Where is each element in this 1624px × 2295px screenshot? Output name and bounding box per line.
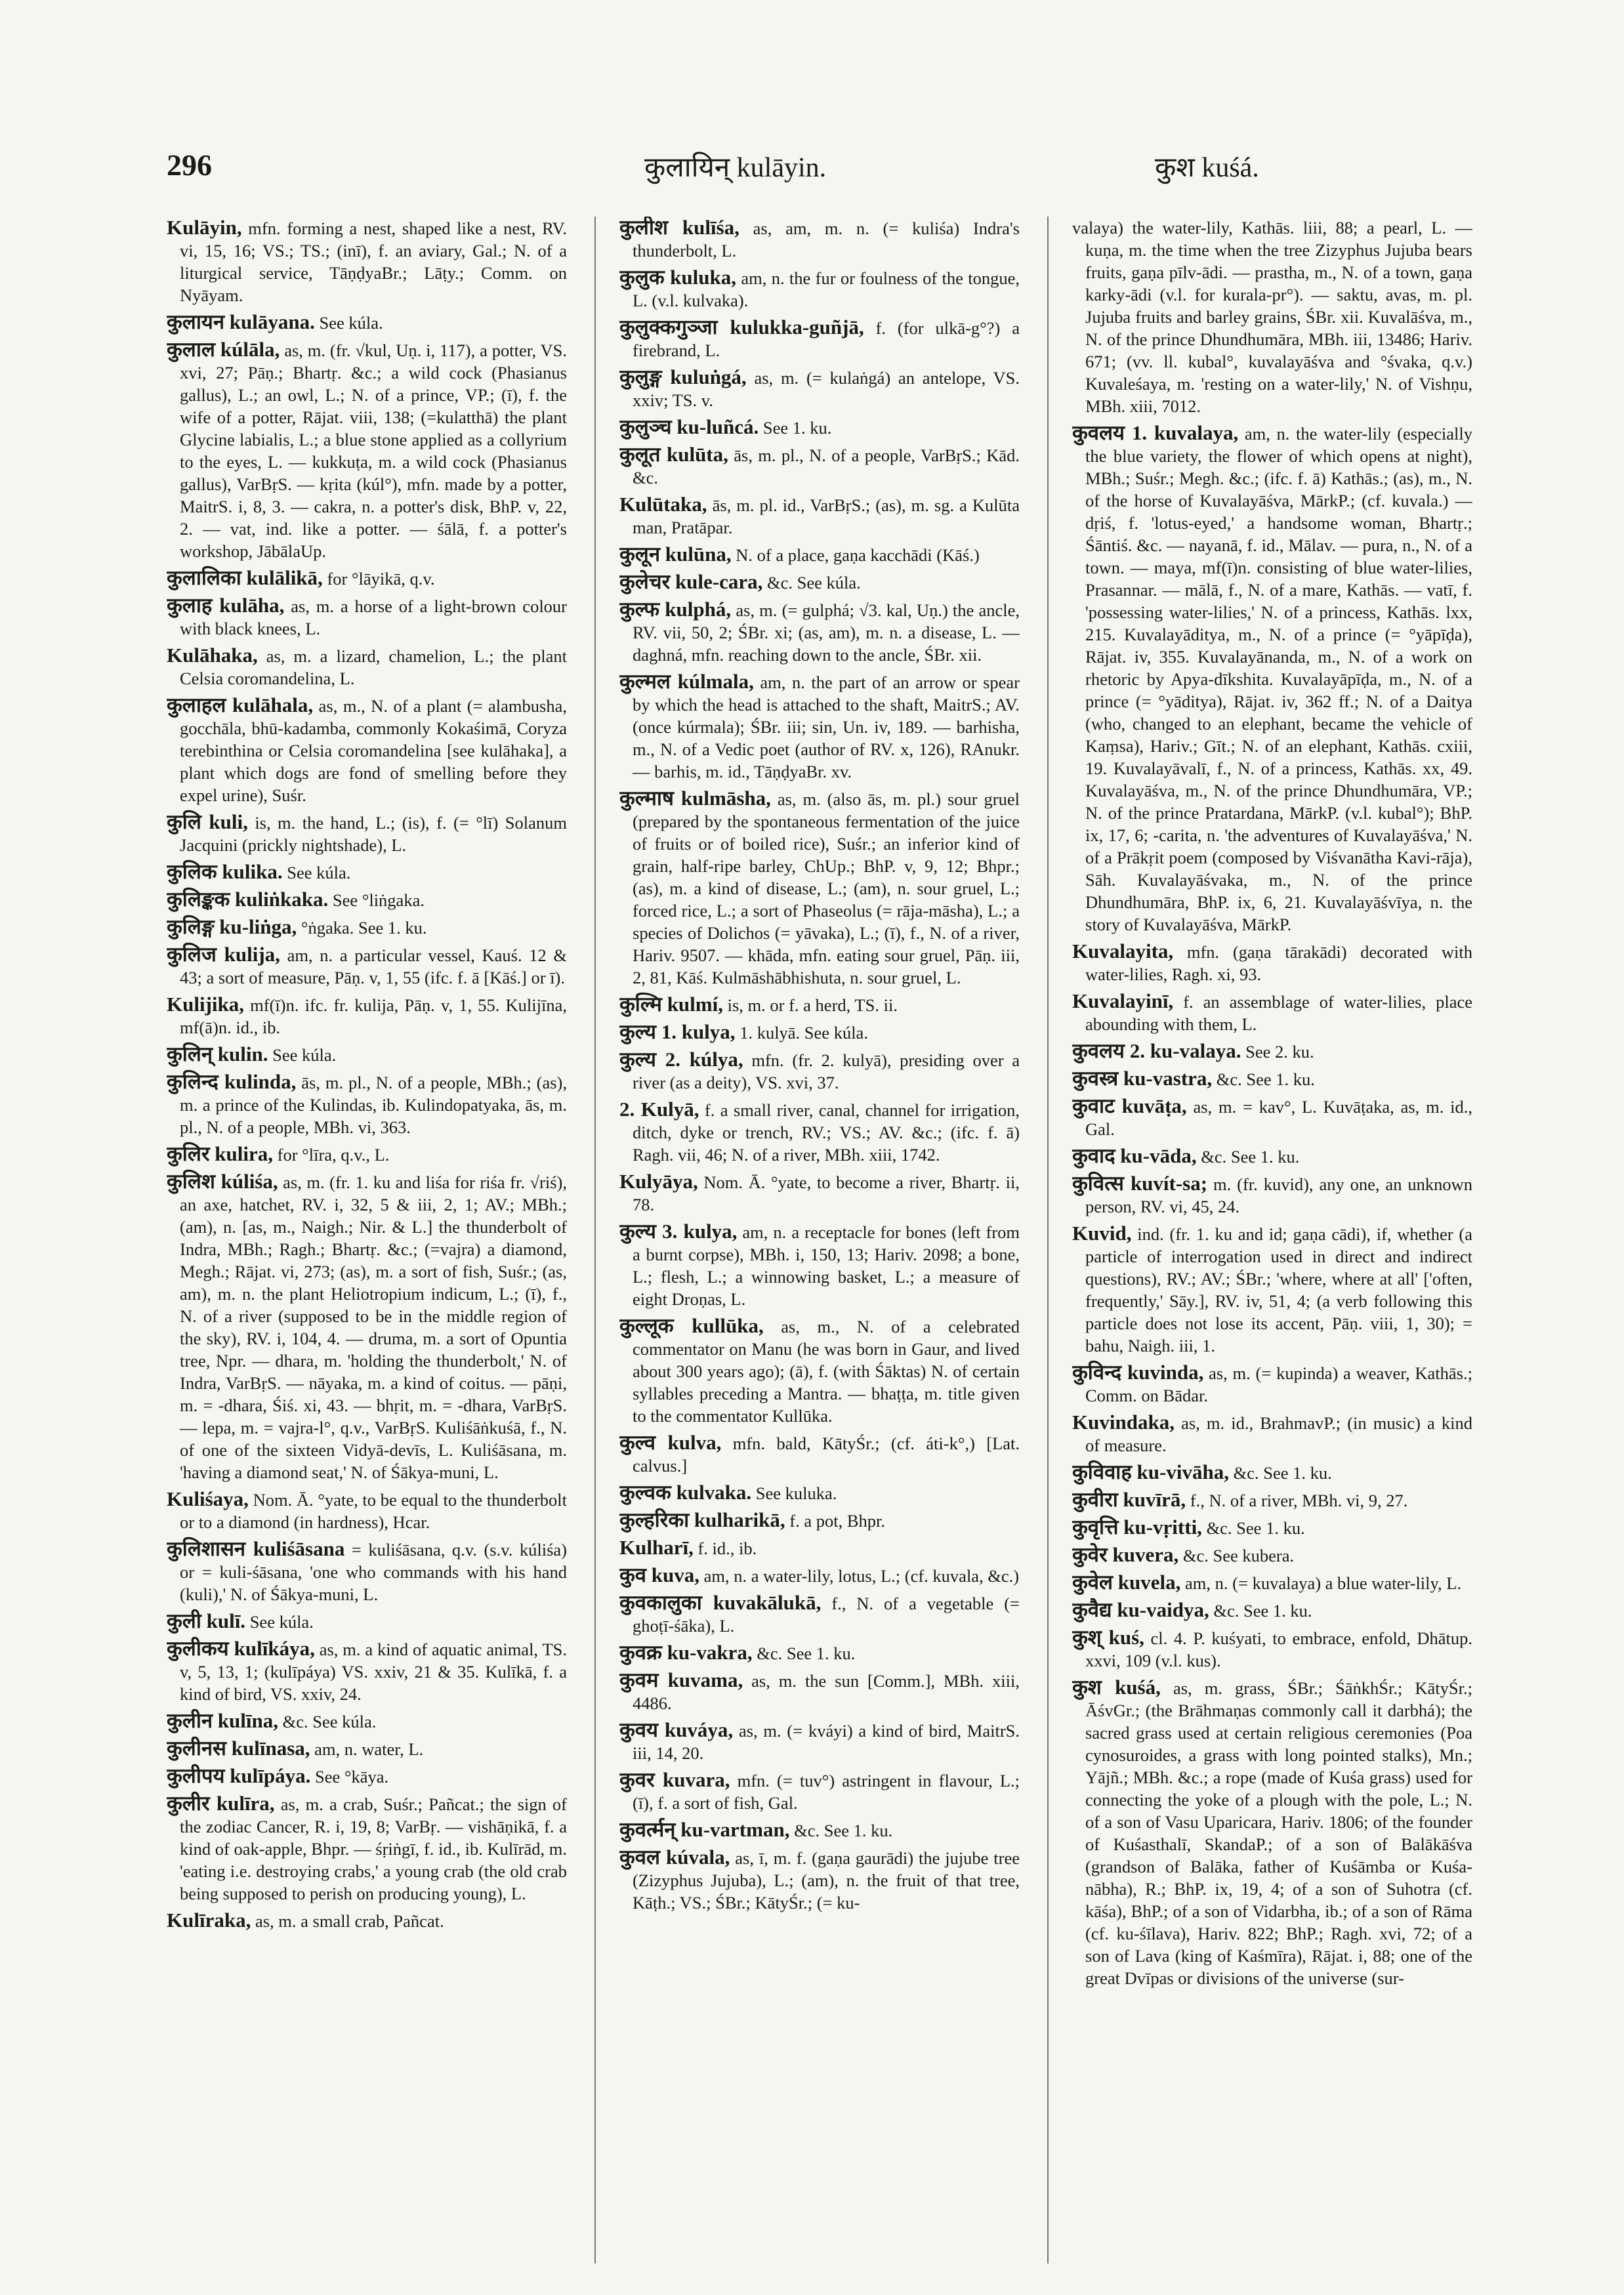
entry-definition: f. an assemblage of water-lilies, place abounding with them, L. <box>1085 992 1472 1034</box>
entry-definition: am, n. the water-lily (especially the blue variety, the flower of which opens at night), MBh.; Suśr.; Megh. &c.; (ifc. f. ā) Kathās.; (as), m., N. of the horse of Kuvalayāśva, MārkP.; (cf. kuvala.) — dṛiś, f. 'lotus-eyed,' a handsome woman, Bhartṛ.; Śāntiś. &c. — nayanā, f. id., Mālav. — pura, n., N. of a town. — maya, mf(ī)n. consisting of blue water-lilies, Prasannar. — mālā, f., N. of a mare, Kathās. — vatī, f. 'possessing water-lilies,' N. of a princess, Kathās. lxx, 215. Kuvalayāditya, m., N. of a prince (= °yāpīḍa), Rājat. iv, 355. Kuvalayānanda, m., N. of a work on rhetoric by Apya-dīkshita. Kuvalayāpīḍa, m., N. of a prince (= °yāditya), Rājat. iv, 362 ff.; N. of a Daitya (who, changed to an elephant, became the vehicle of Kaṃsa), Hariv.; Gīt.; N. of an elephant, Kathās. cxiii, 19. Kuvalayāvalī, f., N. of a princess, Kathās. xx, 49. Kuvalayāśva, m., N. of the prince Dhundhumāra, VP.; N. of the prince Pratardana, MārkP. (v.l. kubal°); BhP. ix, 17, 6; -carita, n. 'the adventures of Kuvalayāśva,' N. of a Prākṛit poem (composed by Viśvanātha Kavi-rāja), Sāh. Kuvalayāśvaka, m., N. of the prince Dhundhumāra, BhP. ix, 6, 21. Kuvalayāśvīya, n. the story of Kuvalayāśva, MārkP. <box>1085 424 1472 934</box>
dictionary-entry <box>1072 1626 1472 1672</box>
dictionary-entry <box>167 217 567 306</box>
entry-definition: = kuliśāsana, q.v. (s.v. kúliśa) or = kuli-śāsana, 'one who commands with his hand (kuli),' N. of Śākya-muni, L. <box>180 1540 567 1604</box>
entry-headword: कुवीरा kuvīrā, <box>1072 1488 1186 1511</box>
dictionary-entry <box>167 861 567 884</box>
dictionary-entry <box>619 1481 1020 1504</box>
entry-headword: कुलुक्कगुञ्जा kulukka-guñjā, <box>619 316 864 339</box>
entry-definition: &c. See kubera. <box>1182 1546 1295 1565</box>
dictionary-entry <box>167 1071 567 1138</box>
entry-definition: See kúla. <box>319 313 383 333</box>
entry-definition: as, am, m. n. (= kuliśa) Indra's thunderbolt, L. <box>633 218 1020 260</box>
entry-definition: as, m. a kind of aquatic animal, TS. v, 5, 13, 1; (kulīpáya) VS. xxiv, 21 & 35. Kulīkā, f. a kind of bird, VS. xxiv, 24. <box>180 1640 567 1704</box>
entry-headword: कुल्य 3. kulya, <box>619 1220 738 1243</box>
entry-headword: कुलिक kulika. <box>167 860 283 883</box>
entry-headword: Kulharī, <box>619 1536 694 1559</box>
entry-definition: &c. See 1. ku. <box>1201 1147 1300 1167</box>
entry-headword: कुवर kuvara, <box>619 1768 730 1791</box>
entry-headword: कुवेर kuvera, <box>1072 1543 1179 1566</box>
entry-definition: f. a pot, Bhpr. <box>789 1511 885 1531</box>
entry-headword: कुलि kuli, <box>167 810 248 833</box>
entry-definition: See kúla. <box>249 1612 314 1632</box>
entry-headword: कुवाद ku-vāda, <box>1072 1144 1197 1167</box>
entry-definition: am, n. (= kuvalaya) a blue water-lily, L. <box>1185 1573 1462 1593</box>
entry-definition: for °lāyikā, q.v. <box>327 569 435 589</box>
entry-headword: कुलाल kúlāla, <box>167 338 280 361</box>
entry-definition: &c. See 1. ku. <box>1213 1601 1312 1621</box>
dictionary-entry <box>167 943 567 989</box>
right-running-head: कुश kuśá. <box>1155 153 1259 183</box>
entry-definition: ās, m. pl., N. of a people, MBh.; (as), m. a prince of the Kulindas, ib. Kulindopatyaka, ās, m. pl., N. of a people, MBh. vi, 363. <box>180 1073 567 1137</box>
entry-headword: कुलुञ्च ku-luñcá. <box>619 415 759 438</box>
dictionary-entry <box>167 694 567 806</box>
entry-definition: am, n. the part of an arrow or spear by which the head is attached to the shaft, MaitrS.; AV. (once kúrmala); ŚBr. iii; sin, Un. iv, 189. — barhisha, m., N. of a Vedic poet (author of RV. x, 126), RAnukr. — barhis, m. id., TāṇḍyaBr. xv. <box>633 672 1020 781</box>
page-number: 296 <box>167 148 212 182</box>
entry-definition: as, m. a crab, Suśr.; Pañcat.; the sign of the zodiac Cancer, R. i, 19, 8; VarBṛ. — vishāṇikā, f. a kind of oak-apple, Bhpr. — śṛiṅgī, f. id., ib. Kulīrād, m. 'eating i.e. destroying crabs,' a young crab (the old crab being supposed to perish on producing young), L. <box>180 1794 567 1903</box>
entry-headword: कुवलय 2. ku-valaya. <box>1072 1039 1241 1062</box>
dictionary-entry <box>1072 1040 1472 1063</box>
dictionary-entry <box>167 1737 567 1760</box>
dictionary-entry <box>167 594 567 640</box>
dictionary-entry <box>619 1592 1020 1637</box>
entry-headword: कुल्मल kúlmala, <box>619 670 754 693</box>
entry-headword: कुल्य 1. kulya, <box>619 1020 736 1043</box>
entry-definition: as, m. the sun [Comm.], MBh. xiii, 4486. <box>633 1671 1020 1713</box>
dictionary-entry <box>1072 1516 1472 1539</box>
entry-headword: कुवैद्य ku-vaidya, <box>1072 1598 1209 1621</box>
entry-definition: mfn. bald, KātyŚr.; (cf. áti-k°,) [Lat. calvus.] <box>633 1434 1020 1476</box>
entry-headword: कुवाट kuvāṭa, <box>1072 1094 1187 1117</box>
entry-definition: as, m. (= gulphá; √3. kal, Uṇ.) the ancle, RV. vii, 50, 2; ŚBr. xi; (as, am), m. n. a disease, L. — daghná, mfn. reaching down to the ancle, ŚBr. xii. <box>633 600 1020 665</box>
entry-headword: कुवेल kuvela, <box>1072 1571 1181 1594</box>
entry-definition: mf(ī)n. ifc. fr. kulija, Pāṇ. v, 1, 55. Kulijīna, mf(ā)n. id., ib. <box>180 995 567 1037</box>
column-rule <box>594 217 596 2264</box>
entry-headword: कुवल kúvala, <box>619 1846 730 1869</box>
entry-headword: कुवकालुका kuvakālukā, <box>619 1591 822 1614</box>
entry-definition: am, n. the fur or foulness of the tongue, L. (v.l. kulvaka). <box>633 268 1020 310</box>
entry-headword: कुलीकय kulīkáya, <box>167 1637 315 1660</box>
dictionary-entry <box>1072 1095 1472 1140</box>
dictionary-entry <box>1072 1145 1472 1168</box>
entry-definition: Nom. Ā. °yate, to be equal to the thunderbolt or to a diamond (in hardness), Hcar. <box>180 1490 567 1532</box>
entry-headword: Kuvalayinī, <box>1072 989 1174 1012</box>
entry-headword: Kuvalayita, <box>1072 940 1174 962</box>
dictionary-entry <box>619 1315 1020 1427</box>
entry-headword: कुवय kuváya, <box>619 1718 734 1741</box>
entry-headword: कुलिर kulira, <box>167 1142 274 1165</box>
entry-definition: f., N. of a vegetable (= ghoṭī-śāka), L. <box>633 1594 1020 1636</box>
left-running-head: कुलायिन् kulāyin. <box>644 153 827 183</box>
entry-definition: am, n. a water-lily, lotus, L.; (cf. kuvala, &c.) <box>703 1566 1020 1586</box>
dictionary-entry <box>167 1765 567 1788</box>
entry-headword: कुव kuva, <box>619 1563 700 1586</box>
entry-definition: am, n. a receptacle for bones (left from a burnt corpse), MBh. i, 150, 13; Hariv. 2098; a bone, L.; flesh, L.; a winnowing basket, L.; a measure of eight Droṇas, L. <box>633 1222 1020 1309</box>
entry-definition: See kúla. <box>287 863 351 882</box>
entry-definition: ās, m. pl., N. of a people, VarBṛS.; Kād. &c. <box>633 445 1020 487</box>
entry-headword: कुविवाह ku-vivāha, <box>1072 1460 1229 1483</box>
entry-headword: कुलायन kulāyana. <box>167 310 315 333</box>
dictionary-entry <box>167 1638 567 1705</box>
entry-headword: कुलिङ्कक kuliṅkaka. <box>167 888 329 911</box>
dictionary-entry <box>1072 1544 1472 1567</box>
entry-headword: कुलाह kulāha, <box>167 594 285 617</box>
entry-headword: कुल्य 2. kúlya, <box>619 1048 743 1071</box>
dictionary-entry <box>1072 990 1472 1035</box>
entry-headword: Kuliśaya, <box>167 1487 249 1510</box>
dictionary-entry <box>167 1538 567 1605</box>
dictionary-entry <box>619 217 1020 262</box>
dictionary-entry <box>1072 1067 1472 1090</box>
entry-headword: Kulijika, <box>167 993 245 1016</box>
entry-headword: कुल्लूक kullūka, <box>619 1314 764 1337</box>
entry-definition: am, n. a particular vessel, Kauś. 12 & 43; a sort of measure, Pāṇ. v, 1, 55 (ifc. f. ā [Kāś.] or ī). <box>180 945 567 987</box>
entry-definition: See °kāya. <box>315 1767 389 1787</box>
entry-headword: कुलेचर kule-cara, <box>619 570 763 593</box>
dictionary-entry <box>167 1909 567 1932</box>
dictionary-entry <box>167 644 567 690</box>
entry-headword: कुश kuśá, <box>1072 1676 1161 1699</box>
dictionary-entry <box>619 787 1020 989</box>
entry-definition: is, m. the hand, L.; (is), f. (= °lī) Solanum Jacquini (prickly nightshade), L. <box>180 813 567 855</box>
dictionary-entry <box>619 1021 1020 1044</box>
entry-headword: Kuvindaka, <box>1072 1411 1175 1434</box>
entry-definition: &c. See 1. ku. <box>757 1644 856 1663</box>
dictionary-entry <box>619 1098 1020 1166</box>
dictionary-entry <box>167 1710 567 1733</box>
entry-definition: mfn. (fr. 2. kulyā), presiding over a river (as a deity), VS. xvi, 37. <box>633 1050 1020 1092</box>
dictionary-entry <box>1072 1222 1472 1357</box>
entry-definition: See 2. ku. <box>1245 1042 1314 1062</box>
entry-headword: कुलिन् kulin. <box>167 1043 268 1065</box>
entry-definition: as, m. (fr. √kul, Uṇ. i, 117), a potter, VS. xvi, 27; Pāṇ.; Bhartṛ. &c.; a wild cock (Phasianus gallus), L.; an owl, L.; N. of a prince, VP.; (ī), f. the wife of a potter, Rājat. viii, 138; (=kulatthā) the plant Glycine labialis, L.; a blue stone applied as a collyrium to the eyes, L. — kukkuṭa, m. a wild cock (Phasianus gallus), VarBṛS. — kṛita (kúl°), mfn. made by a potter, MaitrS. i, 8, 3. — cakra, n. a potter's disk, BhP. v, 22, 2. — vat, ind. like a potter. — śālā, f. a potter's workshop, JābālaUp. <box>180 341 567 561</box>
dictionary-entry <box>619 1819 1020 1842</box>
entry-headword: कुश् kuś, <box>1072 1626 1144 1649</box>
entry-definition: &c. See 1. ku. <box>794 1821 893 1840</box>
column-rule <box>1047 217 1049 2264</box>
entry-definition: mfn. (gaṇa tārakādi) decorated with water-lilies, Ragh. xi, 93. <box>1085 942 1472 984</box>
entry-headword: Kulāhaka, <box>167 644 258 667</box>
entry-definition: 1. kulyā. See kúla. <box>739 1023 868 1043</box>
entry-definition: mfn. (= tuv°) astringent in flavour, L.; (ī), f. a sort of fish, Gal. <box>633 1771 1020 1813</box>
dictionary-entry <box>1072 1676 1472 1989</box>
entry-headword: कुलूत kulūta, <box>619 443 728 466</box>
entry-headword: कुवलय 1. kuvalaya, <box>1072 421 1239 444</box>
entry-definition: as, m. a horse of a light-brown colour with black knees, L. <box>180 596 567 638</box>
column-3 <box>1072 217 1472 2264</box>
entry-headword: कुल्वक kulvaka. <box>619 1481 752 1504</box>
entry-headword: कुलाहल kulāhala, <box>167 693 314 716</box>
entry-definition: as, m., N. of a plant (= alambusha, gocchāla, bhū-kadamba, commonly Kokaśimā, Coryza terebinthina or Celsia coromandelina [see kulāhaka], a plant which dogs are fond of smelling before they expel urine), Suśr. <box>180 696 567 805</box>
entry-headword: Kulīraka, <box>167 1909 251 1932</box>
entry-definition: f. id., ib. <box>697 1539 757 1558</box>
entry-definition: as, m., N. of a celebrated commentator on Manu (he was born in Gaur, and lived about 300 years ago); (ā), f. (with Śāktas) N. of certain syllables preceding a Mantra. — bhaṭṭa, m. title given to the commentator Kullūka. <box>633 1317 1020 1426</box>
dictionary-entry <box>1072 1461 1472 1484</box>
entry-definition: mfn. forming a nest, shaped like a nest, RV. vi, 15, 16; VS.; TS.; (inī), f. an aviary, Gal.; N. of a liturgical service, TāṇḍyaBr.; Lāṭy.; Comm. on Nyāyam. <box>180 218 567 305</box>
entry-definition: as, m. (= kulaṅgá) an antelope, VS. xxiv; TS. v. <box>633 368 1020 410</box>
dictionary-entry <box>619 444 1020 489</box>
entry-headword: कुलीपय kulīpáya. <box>167 1764 311 1787</box>
entry-definition: f. (for ulkā-g°?) a firebrand, L. <box>633 318 1020 360</box>
entry-definition: as, m. grass, ŚBr.; ŚāṅkhŚr.; KātyŚr.; ĀśvGr.; (the Brāhmaṇas commonly call it darbhá); the sacred grass used at certain religious ceremonies (Poa cynosuroides, a grass with long pointed stalks), Mn.; Yājñ.; MBh. &c.; a rope (made of Kuśa grass) used for connecting the yoke of a plough with the pole, L.; N. of a son of Vasu Uparicara, Hariv. 1806; of the founder of Kuśasthalī, SkandaP.; of a son of Balākāśva (grandson of Balāka, father of Kuśāmba or Kuśa-nābha), R.; BhP. ix, 19, 4; of a son of Suhotra (cf. kāśa), BhP.; of a son of Vidarbha, ib.; of a son of Rāma (cf. ku-śīlava), Hariv. 822; BhP.; Ragh. xvi, 72; of a son of Lava (king of Kaśmīra), Rājat. i, 88; one of the great Dvīpas or divisions of the universe (sur- <box>1085 1678 1472 1988</box>
entry-headword: Kulūtaka, <box>619 493 707 516</box>
entry-definition: as, m. (= kváyi) a kind of bird, MaitrS. iii, 14, 20. <box>633 1721 1020 1763</box>
dictionary-entry <box>619 1432 1020 1477</box>
entry-definition: as, m. a lizard, chamelion, L.; the plant Celsia coromandelina, L. <box>180 646 567 688</box>
dictionary-entry <box>1072 1361 1472 1407</box>
dictionary-entry <box>619 1669 1020 1714</box>
entry-definition: See °liṅgaka. <box>332 890 425 910</box>
dictionary-entry <box>167 1610 567 1633</box>
dictionary-entry <box>619 671 1020 783</box>
entry-headword: कुलालिका kulālikā, <box>167 566 323 589</box>
entry-headword: कुल्व kulva, <box>619 1431 722 1454</box>
column-2 <box>619 217 1020 2264</box>
entry-headword: Kulāyin, <box>167 217 242 239</box>
entry-headword: कुलीन kulīna, <box>167 1709 279 1732</box>
entry-definition: N. of a place, gaṇa kacchādi (Kāś.) <box>736 545 980 565</box>
entry-definition: See kuluka. <box>755 1483 837 1503</box>
page-header <box>167 148 1472 194</box>
entry-headword: कुवक्र ku-vakra, <box>619 1641 753 1664</box>
entry-definition: valaya) the water-lily, Kathās. liii, 88; a pearl, L. — kuṇa, m. the time when the tree Zizyphus Jujuba bears fruits, gaṇa pīlv-ādi. — prastha, m., N. of a town, gaṇa karky-ādi (v.l. for kurala-pr°). — saktu, avas, m. pl. Jujuba fruits and barley grains, ŚBr. xii. Kuvalāśva, m., N. of the prince Dhundhumāra, MBh. iii, 13486; Hariv. 671; (vv. ll. kubal°, kuvalayāśva and °śvaka, q.v.) Kuvaleśaya, m. 'resting on a water-lily,' N. of Vishṇu, MBh. xiii, 7012. <box>1072 218 1472 416</box>
entry-headword: कुलुङ्ग kuluṅgá, <box>619 365 747 388</box>
entry-definition: &c. See kúla. <box>767 573 861 592</box>
entry-definition: cl. 4. P. kuśyati, to embrace, enfold, Dhātup. xxvi, 109 (v.l. kus). <box>1085 1628 1472 1670</box>
dictionary-entry <box>619 316 1020 362</box>
dictionary-entry <box>619 1719 1020 1764</box>
dictionary-entry <box>619 1220 1020 1310</box>
entry-headword: कुलिज kulija, <box>167 943 280 966</box>
entry-headword: Kuvid, <box>1072 1222 1132 1245</box>
entry-definition: Nom. Ā. °yate, to become a river, Bhartṛ. ii, 78. <box>633 1172 1020 1214</box>
dictionary-entry <box>619 543 1020 566</box>
entry-headword: कुवित्स kuvít-sa; <box>1072 1172 1208 1195</box>
dictionary-entry <box>619 598 1020 666</box>
dictionary-entry <box>167 311 567 334</box>
entry-definition: See kúla. <box>272 1045 337 1065</box>
entry-headword: कुलुक kuluka, <box>619 266 736 289</box>
entry-definition: °ṅgaka. See 1. ku. <box>301 918 427 938</box>
entry-headword: कुलिशासन kuliśāsana <box>167 1537 345 1560</box>
dictionary-entry <box>619 1170 1020 1216</box>
entry-headword: कुली kulī. <box>167 1609 246 1632</box>
entry-definition: m. (fr. kuvid), any one, an unknown person, RV. vi, 45, 24. <box>1085 1174 1472 1216</box>
dictionary-entry <box>167 888 567 911</box>
dictionary-entry <box>167 1143 567 1166</box>
dictionary-entry <box>167 1488 567 1533</box>
dictionary-entry <box>619 416 1020 439</box>
entry-headword: कुविन्द kuvinda, <box>1072 1361 1204 1384</box>
dictionary-entry <box>619 571 1020 594</box>
dictionary-entry <box>619 266 1020 312</box>
dictionary-entry <box>619 493 1020 539</box>
dictionary-entry <box>167 567 567 590</box>
entry-definition: See 1. ku. <box>762 418 832 438</box>
dictionary-entry <box>619 1846 1020 1914</box>
entry-headword: कुलीनस kulīnasa, <box>167 1737 310 1760</box>
entry-headword: कुलीश kulīśa, <box>619 217 739 239</box>
dictionary-entry <box>167 916 567 939</box>
entry-definition: as, ī, m. f. (gaṇa gaurādi) the jujube tree (Zizyphus Jujuba), L.; (am), n. the fruit of that tree, Kāṭh.; VS.; ŚBr.; KātyŚr.; (= ku- <box>633 1848 1020 1912</box>
dictionary-entry <box>1072 217 1472 417</box>
entry-headword: 2. Kulyā, <box>619 1098 699 1121</box>
dictionary-entry <box>619 1509 1020 1532</box>
entry-headword: कुलून kulūna, <box>619 543 732 566</box>
entry-headword: कुल्मि kulmí, <box>619 993 723 1016</box>
entry-headword: Kulyāya, <box>619 1170 698 1193</box>
entry-headword: कुल्हरिका kulharikā, <box>619 1508 785 1531</box>
entry-definition: as, m. a small crab, Pañcat. <box>255 1911 444 1931</box>
entry-headword: कुलिश kúliśa, <box>167 1170 278 1193</box>
entry-definition: as, m. id., BrahmavP.; (in music) a kind of measure. <box>1085 1413 1472 1455</box>
entry-headword: कुल्माष kulmāsha, <box>619 787 771 810</box>
entry-definition: &c. See 1. ku. <box>1216 1069 1315 1089</box>
dictionary-entry <box>1072 1599 1472 1622</box>
dictionary-entry <box>167 1043 567 1066</box>
dictionary-entry <box>619 366 1020 411</box>
entry-definition: as, m. = kav°, L. Kuvāṭaka, as, m. id., Gal. <box>1085 1097 1472 1139</box>
entry-definition: is, m. or f. a herd, TS. ii. <box>727 995 898 1015</box>
entry-definition: ās, m. pl. id., VarBṛS.; (as), m. sg. a Kulūta man, Pratāpar. <box>633 495 1020 537</box>
dictionary-entry <box>619 1537 1020 1560</box>
entry-definition: as, m. (= kupinda) a weaver, Kathās.; Comm. on Bādar. <box>1085 1363 1472 1405</box>
entry-definition: &c. See 1. ku. <box>1233 1463 1332 1483</box>
columns <box>167 217 1472 2264</box>
dictionary-entry <box>1072 940 1472 985</box>
dictionary-entry <box>167 993 567 1039</box>
dictionary-entry <box>1072 1411 1472 1457</box>
dictionary-entry <box>619 1769 1020 1814</box>
entry-headword: कुलिन्द kulinda, <box>167 1070 297 1093</box>
entry-definition: ind. (fr. 1. ku and id; gaṇa cādi), if, whether (a particle of interrogation used in direct and indirect questions), RV.; AV.; ŚBr.; 'where, where at all' ['often, frequently,' Sāy.], RV. iv, 51, 4; (a verb following this particle does not lose its accent, Pāṇ. viii, 1, 30); = bahu, Naigh. iii, 1. <box>1085 1224 1472 1355</box>
entry-definition: for °līra, q.v., L. <box>277 1145 390 1165</box>
entry-definition: f., N. of a river, MBh. vi, 9, 27. <box>1190 1491 1408 1510</box>
dictionary-entry <box>619 1048 1020 1094</box>
entry-definition: am, n. water, L. <box>314 1739 424 1759</box>
dictionary-entry <box>619 1642 1020 1664</box>
entry-headword: कुवस्त्र ku-vastra, <box>1072 1067 1213 1090</box>
column-1 <box>167 217 567 2264</box>
entry-definition: as, m. (fr. 1. ku and liśa for riśa fr. √riś), an axe, hatchet, RV. i, 32, 5 & iii, 2, 1; AV.; MBh.; (am), n. [as, m., Naigh.; Nir. & L.] the thunderbolt of Indra, MBh.; Ragh.; Bhartṛ. &c.; (=vajra) a diamond, Megh.; Rājat. vi, 273; (as), m. a sort of fish, Suśr.; (as, am), m. n. the plant Heliotropium indicum, L.; (ī), f., N. of a river (supposed to be in the middle region of the sky), RV. i, 104, 4. — druma, m. a sort of Opuntia tree, Npr. — dhara, m. 'holding the thunderbolt,' N. of Indra, VarBṛS. — nāyaka, m. a kind of coitus. — pāṇi, m. = -dhara, Śiś. xi, 43. — bhṛit, m. = -dhara, VarBṛS. — lepa, m. = vajra-l°, q.v., VarBṛS. Kuliśāṅkuśā, f., N. of one of the sixteen Vidyā-devīs, L. Kuliśāsana, m. 'having a diamond seat,' N. of Śākya-muni, L. <box>180 1172 567 1482</box>
dictionary-entry <box>167 811 567 856</box>
entry-definition: as, m. (also ās, m. pl.) sour gruel (prepared by the spontaneous fermentation of the juice of fruits or of boiled rice), Suśr.; an inferior kind of grain, half-ripe barley, ChUp.; BhP. v, 9, 12; Bhpr.; (as), m. a kind of disease, L.; (am), n. sour gruel, L.; forced rice, L.; a sort of Phaseolus (= rāja-māsha), L.; a species of Dolichos (= yāvaka), L.; (ī), f., N. of a river, Hariv. 9507. — khāda, mfn. eating sour gruel, Pāṇ. iii, 2, 81, Kāś. Kulmāshābhishuta, n. sour gruel, L. <box>633 789 1020 987</box>
entry-definition: f. a small river, canal, channel for irrigation, ditch, dyke or trench, RV.; VS.; AV. &c.; (ifc. f. ā) Ragh. vii, 46; N. of a river, MBh. xiii, 1742. <box>633 1100 1020 1165</box>
dictionary-entry <box>167 1170 567 1483</box>
entry-headword: कुवृत्ति ku-vṛitti, <box>1072 1516 1202 1539</box>
dictionary-entry <box>1072 422 1472 936</box>
dictionary-entry <box>167 1792 567 1905</box>
entry-definition: &c. See kúla. <box>282 1712 377 1731</box>
dictionary-entry <box>619 1564 1020 1587</box>
dictionary-entry <box>1072 1571 1472 1594</box>
entry-headword: कुल्फ kulphá, <box>619 598 732 621</box>
dictionary-entry <box>1072 1489 1472 1512</box>
dictionary-entry <box>1072 1172 1472 1218</box>
entry-headword: कुवम kuvama, <box>619 1668 743 1691</box>
entry-definition: &c. See 1. ku. <box>1206 1518 1305 1538</box>
dictionary-entry <box>167 339 567 562</box>
dictionary-entry <box>619 993 1020 1016</box>
entry-headword: कुवर्त्मन् ku-vartman, <box>619 1818 790 1841</box>
entry-headword: कुलिङ्ग ku-liṅga, <box>167 915 297 938</box>
entry-headword: कुलीर kulīra, <box>167 1792 275 1815</box>
